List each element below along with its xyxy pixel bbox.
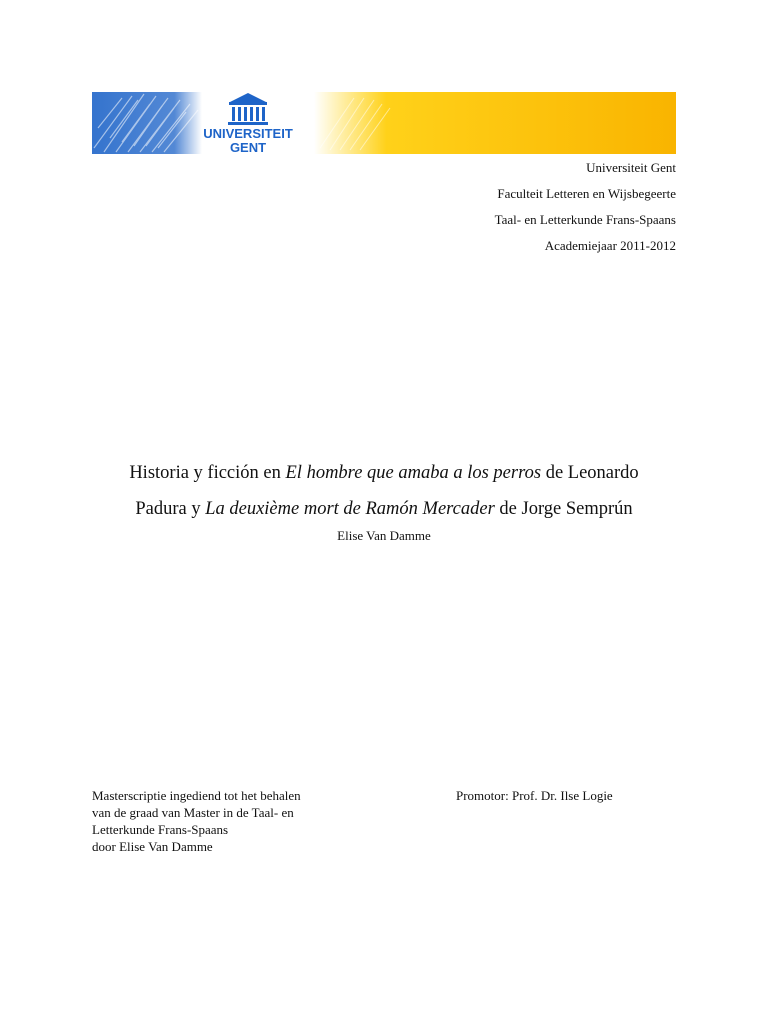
logo-text-line1: UNIVERSITEIT: [203, 126, 293, 141]
submission-line-2: van de graad van Master in de Taal- en: [92, 805, 294, 820]
title-line-1-suffix: de Leonardo: [541, 463, 639, 483]
submission-line-4: door Elise Van Damme: [92, 839, 213, 854]
institution-block: [495, 155, 676, 259]
submission-note: [92, 787, 301, 855]
submission-line-1: Masterscriptie ingediend tot het behalen: [92, 788, 301, 803]
title-line-2-suffix: de Jorge Semprún: [494, 499, 633, 519]
thesis-title: [60, 455, 708, 527]
submission-line-3: Letterkunde Frans-Spaans: [92, 822, 229, 837]
department-name: Taal- en Letterkunde Frans-Spaans: [494, 212, 676, 227]
title-line-1-prefix: Historia y ficción en: [129, 463, 286, 483]
yellow-brushstroke: [314, 92, 676, 154]
faculty-name: Faculteit Letteren en Wijsbegeerte: [497, 186, 676, 201]
blue-brushstroke: [92, 92, 202, 154]
title-line-1: [60, 455, 708, 491]
title-line-1-italic: El hombre que amaba a los perros: [285, 463, 542, 483]
university-building-icon: [228, 93, 268, 125]
university-banner: [92, 88, 676, 158]
title-line-2: [60, 491, 708, 527]
author-name: Elise Van Damme: [337, 528, 431, 543]
title-line-2-prefix: Padura y: [135, 499, 206, 519]
academic-year: Academiejaar 2011-2012: [544, 238, 676, 253]
title-line-2-italic: La deuxième mort de Ramón Mercader: [205, 499, 495, 519]
promotor: Promotor: Prof. Dr. Ilse Logie: [456, 788, 613, 803]
logo-text-line2: GENT: [229, 140, 267, 155]
university-name: Universiteit Gent: [586, 160, 676, 175]
